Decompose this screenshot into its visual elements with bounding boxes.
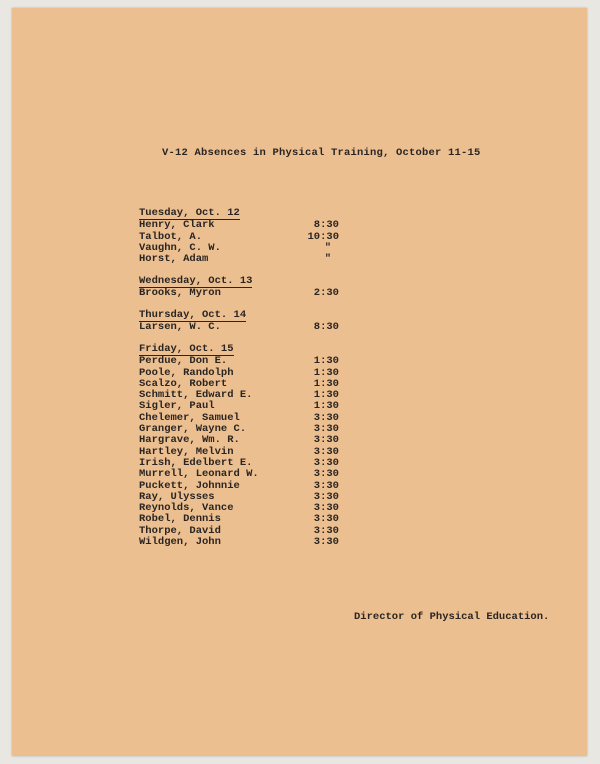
- entry-time: 3:30: [313, 490, 339, 503]
- entry-time: 3:30: [313, 456, 339, 469]
- entry-name: Ray, Ulysses: [139, 490, 215, 503]
- entry-name: Puckett, Johnnie: [139, 479, 240, 492]
- entry-name: Poole, Randolph: [139, 366, 234, 379]
- section-tuesday: [139, 202, 339, 265]
- entry-name: Reynolds, Vance: [139, 502, 234, 515]
- entry-time: ": [324, 253, 331, 266]
- list-item: [139, 469, 339, 480]
- entry-name: Talbot, A.: [139, 230, 203, 243]
- entry-time: 2:30: [313, 287, 339, 300]
- entry-time: 8:30: [313, 219, 339, 232]
- entry-name: Thorpe, David: [139, 524, 221, 537]
- typed-page: [12, 8, 587, 756]
- entry-time: 3:30: [313, 513, 339, 526]
- entry-name: Murrell, Leonard W.: [139, 468, 259, 481]
- entry-time: 3:30: [313, 524, 339, 537]
- entry-time: ": [324, 241, 331, 254]
- entry-name: Horst, Adam: [139, 253, 209, 266]
- entry-name: Sigler, Paul: [139, 400, 215, 413]
- entry-name: Larsen, W. C.: [139, 321, 221, 334]
- list-item: [139, 288, 339, 299]
- list-item: [139, 322, 339, 333]
- list-item: [139, 356, 339, 367]
- section-heading: Tuesday, Oct. 12: [139, 207, 240, 219]
- entry-time: 1:30: [313, 355, 339, 368]
- entry-name: Vaughn, C. W.: [139, 241, 221, 254]
- section-heading: Wednesday, Oct. 13: [139, 275, 253, 287]
- entry-name: Scalzo, Robert: [139, 377, 228, 390]
- entry-time: 10:30: [307, 230, 339, 243]
- page-title: V-12 Absences in Physical Training, October 11-15: [162, 147, 481, 159]
- section-thursday: [139, 304, 339, 334]
- entry-name: Brooks, Myron: [139, 287, 221, 300]
- entry-time: 3:30: [313, 434, 339, 447]
- entry-time: 3:30: [313, 411, 339, 424]
- entry-name: Schmitt, Edward E.: [139, 389, 253, 402]
- list-item: [139, 220, 339, 231]
- entry-time: 3:30: [313, 536, 339, 549]
- entry-name: Hargrave, Wm. R.: [139, 434, 240, 447]
- entry-time: 3:30: [313, 445, 339, 458]
- entry-name: Irish, Edelbert E.: [139, 456, 253, 469]
- entry-time: 3:30: [313, 479, 339, 492]
- entry-time: 1:30: [313, 366, 339, 379]
- entry-time: 3:30: [313, 468, 339, 481]
- entry-time: 3:30: [313, 423, 339, 436]
- entry-name: Henry, Clark: [139, 219, 215, 232]
- entry-time: 8:30: [313, 321, 339, 334]
- entry-time: 1:30: [313, 377, 339, 390]
- list-item: [139, 537, 339, 548]
- list-item: [139, 254, 339, 265]
- entry-name: Robel, Dennis: [139, 513, 221, 526]
- entry-time: 3:30: [313, 502, 339, 515]
- entry-name: Wildgen, John: [139, 536, 221, 549]
- entry-name: Hartley, Melvin: [139, 445, 234, 458]
- section-heading: Friday, Oct. 15: [139, 343, 234, 355]
- entry-time: 1:30: [313, 400, 339, 413]
- section-heading: Thursday, Oct. 14: [139, 309, 247, 321]
- list-item: [139, 435, 339, 446]
- entry-name: Perdue, Don E.: [139, 355, 228, 368]
- section-wednesday: [139, 270, 339, 300]
- entry-time: 1:30: [313, 389, 339, 402]
- signature-line: Director of Physical Education.: [354, 611, 550, 623]
- section-friday: [139, 338, 339, 548]
- entry-name: Granger, Wayne C.: [139, 423, 247, 436]
- entry-name: Chelemer, Samuel: [139, 411, 240, 424]
